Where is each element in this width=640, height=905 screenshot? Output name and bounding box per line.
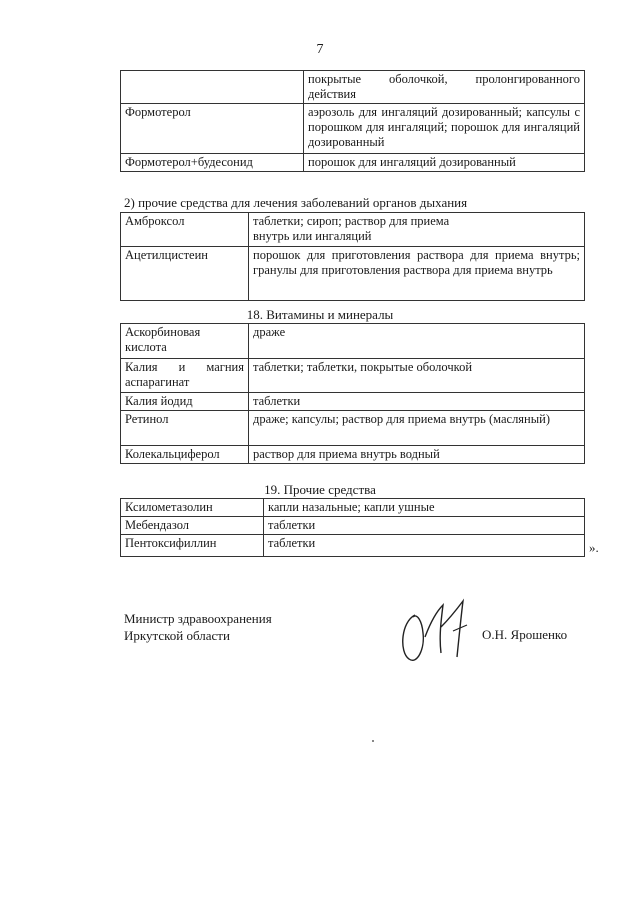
table-row xyxy=(121,446,585,464)
drug-forms-cell: драже xyxy=(249,324,585,359)
table-vitamins xyxy=(120,323,585,464)
drug-name-cell: Формотерол xyxy=(121,104,304,154)
table-row xyxy=(121,393,585,411)
table-row xyxy=(121,154,585,172)
table-row xyxy=(121,104,585,154)
drug-forms-cell: таблетки; таблетки, покрытые оболочкой xyxy=(249,359,585,393)
drug-forms-cell: раствор для приема внутрь водный xyxy=(249,446,585,464)
section-title-respiratory: 2) прочие средства для лечения заболеваний органов дыхания xyxy=(124,195,468,210)
drug-name-cell: Калия йодид xyxy=(121,393,249,411)
table-row xyxy=(121,411,585,446)
drug-name-cell: Аскорбиновая кислота xyxy=(121,324,249,359)
drug-forms-cell: драже; капсулы; раствор для приема внутрь (масляный) xyxy=(249,411,585,446)
table-respiratory xyxy=(120,212,585,301)
signatory-position xyxy=(124,610,272,644)
drug-name-cell: Колекальциферол xyxy=(121,446,249,464)
signatory-name: О.Н. Ярошенко xyxy=(482,627,568,642)
drug-forms-cell: таблетки xyxy=(264,517,585,535)
table-row xyxy=(121,359,585,393)
drug-forms-cell: таблетки; сироп; раствор для приема внутрь или ингаляций xyxy=(249,213,585,247)
drug-forms-cell: таблетки xyxy=(249,393,585,411)
drug-forms-cell: капли назальные; капли ушные xyxy=(264,499,585,517)
table-continuation xyxy=(120,70,585,172)
table-row xyxy=(121,213,585,247)
table-row xyxy=(121,324,585,359)
position-line-1: Министр здравоохранения xyxy=(124,611,272,626)
drug-name-cell: Формотерол+будесонид xyxy=(121,154,304,172)
closing-quote-mark: ». xyxy=(589,540,599,555)
drug-forms-cell: аэрозоль для ингаляций дозированный; капсулы с порошком для ингаляций; порошок для ингаляций дозированный xyxy=(304,104,585,154)
table-row xyxy=(121,71,585,104)
table-other xyxy=(120,498,585,557)
drug-name-cell: Амброксол xyxy=(121,213,249,247)
drug-name-cell: Пентоксифиллин xyxy=(121,535,264,557)
table-row xyxy=(121,499,585,517)
drug-forms-cell: покрытые оболочкой, пролонгированного действия xyxy=(304,71,585,104)
drug-forms-cell: таблетки xyxy=(264,535,585,557)
table-row xyxy=(121,247,585,301)
table-row xyxy=(121,517,585,535)
drug-forms-cell: порошок для приготовления раствора для приема внутрь; гранулы для приготовления раствора для приема внутрь xyxy=(249,247,585,301)
handwritten-signature xyxy=(395,597,485,665)
position-line-2: Иркутской области xyxy=(124,628,230,643)
drug-forms-cell: порошок для ингаляций дозированный xyxy=(304,154,585,172)
drug-name-cell: Ксилометазолин xyxy=(121,499,264,517)
drug-name-cell: Мебендазол xyxy=(121,517,264,535)
table-row xyxy=(121,535,585,557)
scan-speck xyxy=(372,740,374,742)
drug-name-cell: Ацетилцистеин xyxy=(121,247,249,301)
section-title-vitamins: 18. Витамины и минералы xyxy=(246,307,394,322)
drug-name-cell: Калия и магния аспарагинат xyxy=(121,359,249,393)
drug-name-cell xyxy=(121,71,304,104)
section-title-other: 19. Прочие средства xyxy=(264,482,376,497)
drug-name-cell: Ретинол xyxy=(121,411,249,446)
page-number: 7 xyxy=(316,42,324,57)
